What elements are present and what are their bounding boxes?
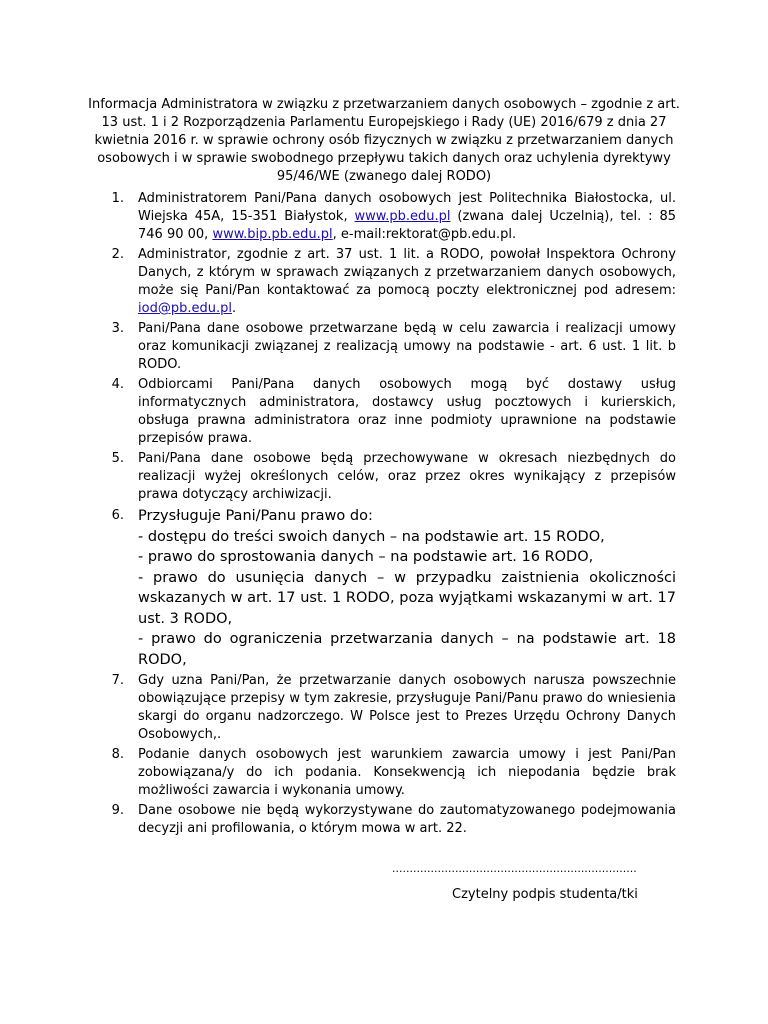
item-text: , e-mail:rektorat@pb.edu.pl.: [332, 227, 517, 242]
list-item: [104, 450, 676, 504]
clause-list: [104, 190, 676, 840]
signature-label: Czytelny podpis studenta/tki: [452, 887, 638, 902]
list-item: [104, 246, 676, 318]
item-text: Gdy uzna Pani/Pan, że przetwarzanie danych osobowych narusza powszechnie obowiązujące przepisy w tym zakresie, przysługuje Pani/Panu prawo do wniesienia skargi do organu nadzorczego. W Polsce jest to Prezes Urzędu Ochrony Danych Osobowych,.: [138, 673, 676, 742]
item-text: (zwana dalej Uczelnią), tel. : 85 746 90 00,: [138, 209, 677, 242]
item-text: Dane osobowe nie będą wykorzystywane do zautomatyzowanego podejmowania decyzji ani profilowania, o którym mowa w art. 22.: [138, 803, 676, 836]
item-number: 4.: [111, 377, 124, 392]
signature-line: ......................................................................: [392, 862, 637, 875]
list-item: [104, 672, 676, 744]
list-item: [104, 746, 676, 800]
item-text: Administrator, zgodnie z art. 37 ust. 1 lit. a RODO, powołał Inspektora Ochrony Danych, z którym w sprawach związanych z przetwarzaniem danych osobowych, może się Pani/Pan kontaktować za pomocą poczty elektronicznej pod adresem:: [138, 247, 676, 298]
right-erasure: - prawo do usunięcia danych – w przypadku zaistnienia okoliczności wskazanych w art. 17 ust. 1 RODO, poza wyjątkami wskazanymi w art. 17 ust. 3 RODO,: [138, 569, 676, 627]
list-item: [104, 506, 676, 670]
item-text: Pani/Pana dane osobowe będą przechowywane w okresach niezbędnych do realizacji wyżej określonych celów, oraz przez okres wynikający z przepisów prawa dotyczący archiwizacji.: [138, 451, 676, 502]
item-number: 7.: [111, 673, 124, 688]
list-item: [104, 190, 676, 244]
iod-email-link[interactable]: iod@pb.edu.pl: [138, 301, 232, 316]
item-number: 1.: [111, 191, 124, 206]
rights-intro: Przysługuje Pani/Panu prawo do:: [138, 508, 373, 524]
right-restriction: - prawo do ograniczenia przetwarzania danych – na podstawie art. 18 RODO,: [138, 631, 676, 668]
item-number: 5.: [111, 451, 124, 466]
list-item: [104, 802, 676, 838]
item-text: .: [231, 301, 237, 316]
item-number: 8.: [111, 747, 124, 762]
right-rectification: - prawo do sprostowania danych – na podstawie art. 16 RODO,: [138, 549, 594, 565]
item-number: 2.: [111, 247, 124, 262]
bip-link[interactable]: www.bip.pb.edu.pl: [212, 227, 333, 242]
document-title: Informacja Administratora w związku z przetwarzaniem danych osobowych – zgodnie z art. 13 ust. 1 i 2 Rozporządzenia Parlamentu Europejskiego i Rady (UE) 2016/679 z dnia 27 kwietnia 2016 r. w sprawie ochrony osób fizycznych w związku z przetwarzaniem danych osobowych i w sprawie swobodnego przepływu takich danych oraz uchylenia dyrektywy 95/46/WE (zwanego dalej RODO): [88, 97, 680, 184]
item-text: Administratorem Pani/Pana danych osobowych jest Politechnika Białostocka, ul. Wiejska 45A, 15-351 Białystok,: [138, 191, 676, 224]
list-item: [104, 376, 676, 448]
right-access: - dostępu do treści swoich danych – na podstawie art. 15 RODO,: [138, 528, 605, 545]
item-text: Odbiorcami Pani/Pana danych osobowych mogą być dostawy usług informatycznych administratora, dostawcy usług pocztowych i kurierskich, obsługa prawna administratora oraz inne podmioty uprawnione na podstawie przepisów prawa.: [138, 377, 676, 446]
item-number: 9.: [111, 803, 124, 818]
item-number: 6.: [111, 508, 124, 523]
item-text: Podanie danych osobowych jest warunkiem zawarcia umowy i jest Pani/Pan zobowiązana/y do ich podania. Konsekwencją ich niepodania będzie brak możliwości zawarcia i wykonania umowy.: [138, 747, 676, 798]
item-number: 3.: [111, 321, 124, 336]
website-link[interactable]: www.pb.edu.pl: [354, 209, 451, 224]
item-text: Pani/Pana dane osobowe przetwarzane będą w celu zawarcia i realizacji umowy oraz komunikacji związanej z realizacją umowy na podstawie - art. 6 ust. 1 lit. b RODO.: [138, 321, 676, 372]
list-item: [104, 320, 676, 374]
